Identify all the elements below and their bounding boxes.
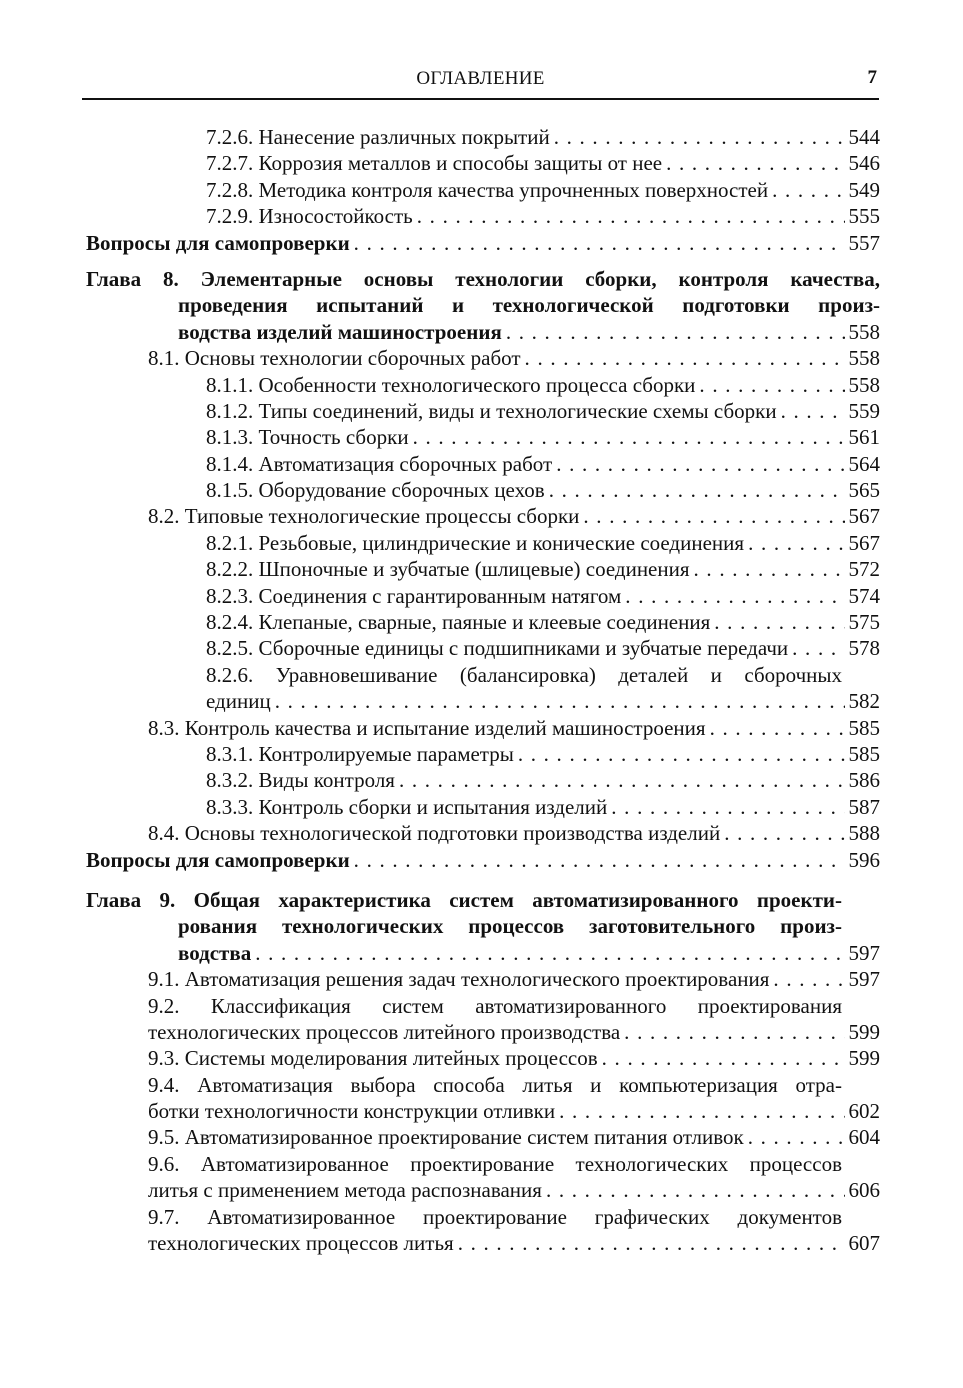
entry-page: 546	[848, 151, 880, 176]
entry-page: 599	[848, 1046, 880, 1071]
entry-page: 565	[848, 478, 880, 503]
running-title: ОГЛАВЛЕНИЕ	[416, 68, 545, 89]
entry-title: 8.1.4. Автоматизация сборочных работ	[206, 451, 553, 476]
entry-title: Вопросы для самопроверки	[86, 847, 350, 872]
toc-entry-9-4-line-2[interactable]	[86, 1098, 880, 1124]
chapter-8-title-line-2[interactable]: проведения испытаний и технологической подготовки произ-	[178, 293, 880, 318]
dot-leader	[549, 477, 845, 503]
toc-entry-9-6-line-1[interactable]: 9.6. Автоматизированное проектирование технологических процессов	[148, 1151, 842, 1176]
entry-page: 574	[848, 583, 880, 608]
entry-title: 8.1.5. Оборудование сборочных цехов	[206, 478, 545, 503]
table-of-contents	[86, 124, 880, 1256]
entry-title: водства изделий машиностроения	[178, 319, 502, 344]
toc-entry-9-4-line-1[interactable]: 9.4. Автоматизация выбора способа литья и компьютеризация отра-	[148, 1072, 842, 1097]
dot-leader	[417, 203, 845, 229]
entry-page: 549	[848, 177, 880, 202]
entry-title: 7.2.8. Методика контроля качества упрочненных поверхностей	[206, 177, 769, 202]
entry-title: 9.1. Автоматизация решения задач технологического проектирования	[148, 967, 770, 992]
toc-entry-8-1-5[interactable]	[86, 477, 880, 503]
dot-leader	[583, 503, 844, 529]
dot-leader	[506, 319, 845, 345]
dot-leader	[625, 583, 844, 609]
entry-title: 8.3.2. Виды контроля	[206, 768, 395, 793]
entry-title: 8.2.4. Клепаные, сварные, паяные и клеевые соединения	[206, 610, 711, 635]
entry-page: 567	[848, 504, 880, 529]
toc-entry-8-2-3[interactable]	[86, 583, 880, 609]
chapter-9-title-line-3[interactable]	[86, 940, 880, 966]
toc-entry-9-5[interactable]	[86, 1124, 880, 1150]
toc-entry-9-1[interactable]	[86, 966, 880, 992]
entry-title: 8.2.5. Сборочные единицы с подшипниками и зубчатые передачи	[206, 636, 789, 661]
entry-title: 8.1.1. Особенности технологического процесса сборки	[206, 372, 696, 397]
dot-leader	[546, 1177, 845, 1203]
spacer	[86, 256, 880, 266]
toc-entry-7-2-8[interactable]	[86, 177, 880, 203]
entry-page: 558	[848, 346, 880, 371]
dot-leader	[559, 1098, 844, 1124]
dot-leader	[525, 345, 845, 371]
entry-page: 572	[848, 557, 880, 582]
entry-title: 8.3.3. Контроль сборки и испытания изделий	[206, 794, 608, 819]
dot-leader	[781, 398, 845, 424]
chapter-9-title-line-1[interactable]: Глава 9. Общая характеристика систем автоматизированного проекти-	[86, 887, 842, 912]
entry-page: 588	[848, 821, 880, 846]
chapter-8-title-line-1[interactable]: Глава 8. Элементарные основы технологии сборки, контроля качества,	[86, 266, 880, 291]
toc-entry-8-2-5[interactable]	[86, 635, 880, 661]
toc-entry-9-2-line-1[interactable]: 9.2. Классификация систем автоматизированного проектирования	[148, 993, 842, 1018]
toc-entry-9-2-line-2[interactable]	[86, 1019, 880, 1045]
entry-page: 582	[848, 689, 880, 714]
toc-entry-8-1-1[interactable]	[86, 372, 880, 398]
toc-entry-9-6-line-2[interactable]	[86, 1177, 880, 1203]
entry-page: 544	[848, 125, 880, 149]
dot-leader	[714, 609, 844, 635]
dot-leader	[611, 794, 844, 820]
toc-entry-8-2-6-line-1[interactable]: 8.2.6. Уравновешивание (балансировка) деталей и сборочных	[206, 662, 842, 687]
toc-entry-8-1-2[interactable]	[86, 398, 880, 424]
entry-title: 8.4. Основы технологической подготовки производства изделий	[148, 821, 721, 846]
toc-entry-8-2-1[interactable]	[86, 530, 880, 556]
dot-leader	[354, 230, 845, 256]
entry-page: 596	[848, 847, 880, 872]
entry-page: 597	[848, 940, 880, 965]
toc-entry-9-3[interactable]	[86, 1045, 880, 1071]
entry-title: ботки технологичности конструкции отливки	[148, 1099, 556, 1124]
entry-page: 564	[848, 451, 880, 476]
toc-entry-8-2[interactable]	[86, 503, 880, 529]
dot-leader	[413, 424, 845, 450]
toc-entry-8-1-3[interactable]	[86, 424, 880, 450]
toc-entry-7-2-7[interactable]	[86, 150, 880, 176]
toc-entry-8-2-2[interactable]	[86, 556, 880, 582]
toc-entry-8-4[interactable]	[86, 820, 880, 846]
toc-entry-8-3[interactable]	[86, 715, 880, 741]
running-header	[82, 64, 879, 100]
toc-entry-8-3-2[interactable]	[86, 767, 880, 793]
entry-page: 599	[848, 1019, 880, 1044]
entry-page: 557	[848, 230, 880, 255]
entry-page: 604	[848, 1125, 880, 1150]
dot-leader	[458, 1230, 845, 1256]
entry-title: 7.2.9. Износостойкость	[206, 204, 413, 229]
toc-entry-questions-7[interactable]	[86, 230, 880, 256]
dot-leader	[666, 150, 844, 176]
dot-leader	[354, 847, 845, 873]
chapter-9-title-line-2[interactable]: рования технологических процессов заготовительного произ-	[178, 914, 842, 939]
entry-page: 585	[848, 715, 880, 740]
entry-page: 559	[848, 398, 880, 423]
entry-title: 8.2.1. Резьбовые, цилиндрические и конические соединения	[206, 530, 745, 555]
dot-leader	[602, 1045, 845, 1071]
dot-leader	[772, 177, 844, 203]
entry-page: 561	[848, 425, 880, 450]
entry-title: Вопросы для самопроверки	[86, 230, 350, 255]
entry-page: 558	[848, 319, 880, 344]
entry-title: 8.1.2. Типы соединений, виды и технологические схемы сборки	[206, 398, 777, 423]
dot-leader	[699, 372, 844, 398]
entry-title: 8.1. Основы технологии сборочных работ	[148, 346, 521, 371]
dot-leader	[255, 940, 844, 966]
entry-title: водства	[178, 940, 252, 965]
entry-title: 9.5. Автоматизированное проектирование систем питания отливок	[148, 1125, 744, 1150]
dot-leader	[792, 635, 844, 661]
dot-leader	[554, 124, 845, 150]
toc-entry-8-2-4[interactable]	[86, 609, 880, 635]
entry-page: 585	[848, 741, 880, 766]
dot-leader	[694, 556, 845, 582]
page-number: 7	[867, 67, 877, 88]
toc-entry-7-2-6[interactable]	[86, 124, 880, 150]
entry-title: 8.3.1. Контролируемые параметры	[206, 741, 514, 766]
toc-entry-9-7-line-2[interactable]	[86, 1230, 880, 1256]
chapter-8-title-line-3[interactable]	[86, 319, 880, 345]
dot-leader	[399, 767, 845, 793]
entry-page: 587	[848, 794, 880, 819]
toc-entry-8-1-4[interactable]	[86, 451, 880, 477]
dot-leader	[748, 1124, 845, 1150]
entry-page: 606	[848, 1178, 880, 1203]
entry-title: 8.2.2. Шпоночные и зубчатые (шлицевые) соединения	[206, 557, 690, 582]
entry-page: 602	[848, 1099, 880, 1124]
dot-leader	[773, 966, 844, 992]
entry-title: 8.2. Типовые технологические процессы сборки	[148, 504, 580, 529]
toc-entry-8-1[interactable]	[86, 345, 880, 371]
entry-title: технологических процессов литейного производства	[148, 1019, 621, 1044]
entry-page: 567	[848, 530, 880, 555]
dot-leader	[710, 715, 845, 741]
entry-title: технологических процессов литья	[148, 1231, 454, 1256]
entry-title: единиц	[206, 689, 271, 714]
toc-entry-8-3-3[interactable]	[86, 794, 880, 820]
entry-title: 8.3. Контроль качества и испытание изделий машиностроения	[148, 715, 706, 740]
spacer	[86, 873, 880, 887]
entry-page: 575	[848, 610, 880, 635]
dot-leader	[556, 451, 844, 477]
entry-title: литья с применением метода распознавания	[148, 1178, 542, 1203]
toc-entry-8-2-6-line-2[interactable]	[86, 688, 880, 714]
dot-leader	[518, 741, 845, 767]
toc-entry-9-7-line-1[interactable]: 9.7. Автоматизированное проектирование графических документов	[148, 1204, 842, 1229]
entry-page: 555	[848, 204, 880, 229]
dot-leader	[724, 820, 844, 846]
entry-title: 9.3. Системы моделирования литейных процессов	[148, 1046, 598, 1071]
entry-title: 7.2.6. Нанесение различных покрытий	[206, 125, 550, 149]
dot-leader	[624, 1019, 844, 1045]
entry-page: 607	[848, 1231, 880, 1256]
entry-page: 597	[848, 967, 880, 992]
toc-entry-questions-8[interactable]	[86, 847, 880, 873]
toc-entry-8-3-1[interactable]	[86, 741, 880, 767]
entry-title: 7.2.7. Коррозия металлов и способы защиты от нее	[206, 151, 663, 176]
toc-entry-7-2-9[interactable]	[86, 203, 880, 229]
entry-title: 8.2.3. Соединения с гарантированным натягом	[206, 583, 622, 608]
entry-page: 586	[848, 768, 880, 793]
entry-title: 8.1.3. Точность сборки	[206, 425, 409, 450]
entry-page: 558	[848, 372, 880, 397]
dot-leader	[748, 530, 844, 556]
entry-page: 578	[848, 636, 880, 661]
dot-leader	[275, 688, 845, 714]
